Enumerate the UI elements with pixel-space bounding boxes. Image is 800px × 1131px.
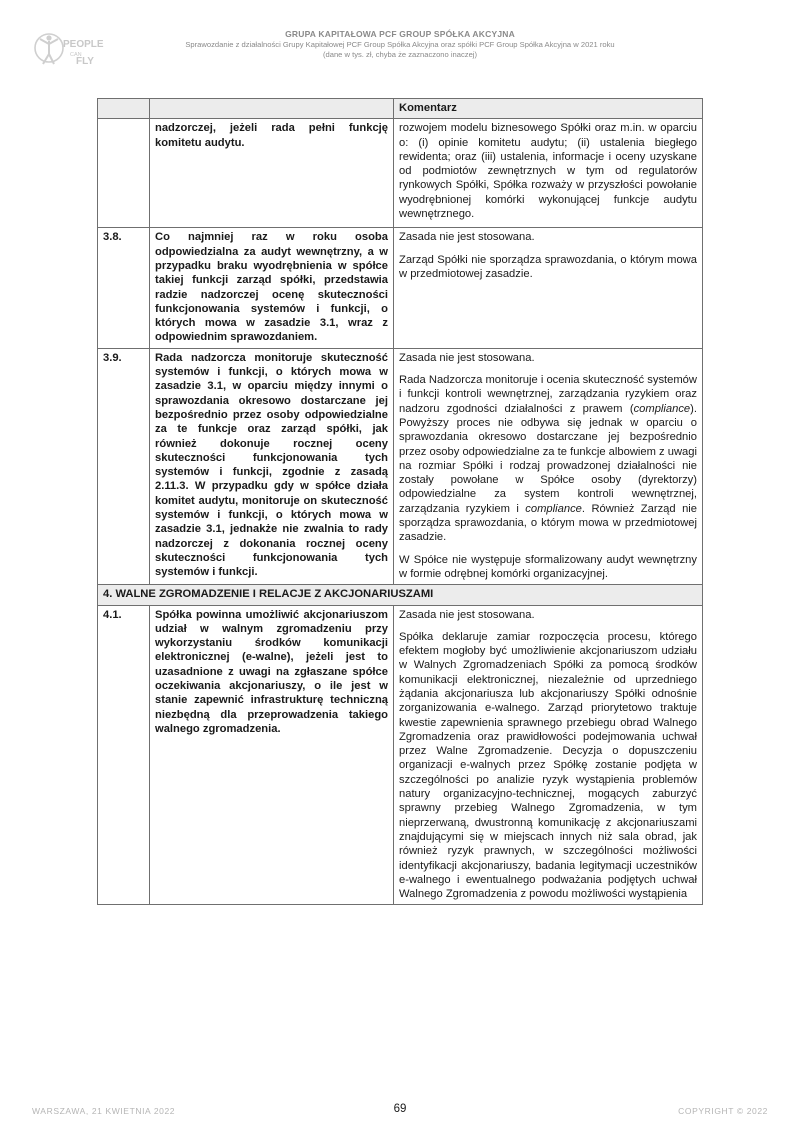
comment-paragraph bbox=[399, 373, 697, 545]
rule-text: Co najmniej raz w roku osoba odpowiedzialna za audyt wewnętrzny, a w przypadku braku wyodrębnienia w spółce takiej funkcji zarząd spółki, przedstawia radzie nadzorczej ocenę skuteczności funkcjonowania systemów i funkcji, o których mowa w zasadzie 3.1, wraz z odpowiednim sprawozdaniem. bbox=[150, 228, 394, 348]
comment-paragraph: W Spółce nie występuje sformalizowany audyt wewnętrzny w formie odrębnej komórki organizacyjnej. bbox=[399, 553, 697, 580]
company-name: GRUPA KAPITAŁOWA PCF GROUP SPÓŁKA AKCYJNA bbox=[285, 29, 515, 39]
header-cell-rule bbox=[150, 99, 394, 119]
footer-copyright: COPYRIGHT © 2022 bbox=[678, 1106, 768, 1116]
text-fragment: ). Powyższy proces nie odbywa się jednak w oparciu o sprawozdania okresowo dostarczane jej bezpośrednio przez osoby odpowiedzialne za te funkcje albowiem z uwagi na rozmiar Spółki i rodzaj prowadzonej działalności nie zostały powołane w Spółce osoby (dyrektorzy) odpowiedzialne za system kontroli wewnętrznej, zarządzania ryzykiem i bbox=[399, 402, 697, 515]
company-logo bbox=[30, 26, 104, 74]
text-fragment: Rada Nadzorcza monitoruje i ocenia skuteczność systemów i funkcji kontroli wewnętrznej, zarządzania ryzykiem oraz nadzoru zgodności działalności z prawem ( bbox=[399, 374, 697, 415]
table-header-row bbox=[98, 99, 703, 119]
svg-text:CAN: CAN bbox=[70, 52, 82, 58]
italic-term: compliance bbox=[525, 502, 582, 515]
rule-text: nadzorczej, jeżeli rada pełni funkcję komitetu audytu. bbox=[150, 119, 394, 228]
comment-paragraph: Spółka deklaruje zamiar rozpoczęcia procesu, którego efektem mogłoby być umożliwienie akcjonariuszom udziału w Walnych Zgromadzeniach Spółki za pomocą środków komunikacji elektronicznej, niezależnie od uprzedniego żądania akcjonariusza lub akcjonariuszy Spółki odnośnie zorganizowania e-walnego. Zarząd priorytetowo traktuje kwestie zapewnienia sprawnego przebiegu obrad Walnego Zgromadzenia oraz prawidłowości podejmowania uchwał przez Walne Zgromadzenie. Decyzja o dopuszczeniu organizacji e-walnych przez Spółkę zostanie podjęta w szczególności po analizie ryzyk wystąpienia problemów natury organizacyjno-technicznej, mogących zaburzyć sprawny przebieg Walnego Zgromadzenia, w tym nieprzerwaną, dwustronną komunikację z akcjonariuszami znajdującymi się w miejscach innych niż sala obrad, jak również ryzyk prawnych, w szczególności możliwości identyfikacji akcjonariuszy, badania legitymacji uczestników e-walnego i ewentualnego podważania podjętych uchwał Walnego Zgromadzenia z powodu możliwości wystąpienia bbox=[399, 630, 697, 901]
table-row bbox=[98, 119, 703, 228]
row-number: 3.8. bbox=[98, 228, 150, 348]
people-can-fly-logo-icon bbox=[30, 26, 104, 74]
rule-text: Spółka powinna umożliwić akcjonariuszom udział w walnym zgromadzeniu przy wykorzystaniu środków komunikacji elektronicznej (e-walne), jeżeli jest to uzasadnione z uwagi na zgłaszane spółce oczekiwania akcjonariuszy, o ile jest w stanie zapewnić infrastrukturę techniczną niezbędną dla przeprowadzenia takiego walnego zgromadzenia. bbox=[150, 605, 394, 905]
text-fragment: . Również Zarząd nie sporządza sprawozdania, o którym mowa w przedmiotowej zasadzie. bbox=[399, 502, 697, 544]
report-subtitle: Sprawozdanie z działalności Grupy Kapitałowej PCF Group Spółka Akcyjna oraz spółki PCF Group Spółka Akcyjna w 2021 roku bbox=[185, 40, 615, 49]
header-cell-num bbox=[98, 99, 150, 119]
table-row bbox=[98, 605, 703, 905]
status-text: Zasada nie jest stosowana. bbox=[399, 231, 535, 244]
units-note: (dane w tys. zł, chyba że zaznaczono inaczej) bbox=[322, 50, 478, 59]
table-row bbox=[98, 348, 703, 584]
comment-cell bbox=[394, 605, 703, 905]
svg-text:FLY: FLY bbox=[76, 56, 94, 67]
section-header-row bbox=[98, 585, 703, 605]
comment-cell bbox=[394, 348, 703, 584]
row-number: 3.9. bbox=[98, 348, 150, 584]
header-cell-comment: Komentarz bbox=[394, 99, 703, 119]
status-text: Zasada nie jest stosowana. bbox=[399, 608, 535, 621]
governance-table bbox=[97, 98, 703, 905]
page-number: 69 bbox=[393, 1103, 407, 1115]
rule-text: Rada nadzorcza monitoruje skuteczność systemów i funkcji, o których mowa w zasadzie 3.1, w oparciu między innymi o sprawozdania okresowo dostarczane jej bezpośrednio przez osoby odpowiedzialne za te funkcje oraz zarząd spółki, jak również dokonuje rocznej oceny skuteczności funkcjonowania tych systemów i funkcji, zgodnie z zasadą 2.11.3. W przypadku gdy w spółce działa komitet audytu, monitoruje on skuteczność systemów i funkcji, o których mowa w zasadzie 3.1, jednakże nie zwalnia to rady nadzorczej z dokonania rocznej oceny skuteczności funkcjonowania tych systemów i funkcji. bbox=[150, 348, 394, 584]
status-text: Zasada nie jest stosowana. bbox=[399, 351, 535, 364]
italic-term: compliance bbox=[633, 402, 691, 415]
footer-date: WARSZAWA, 21 KWIETNIA 2022 bbox=[32, 1106, 176, 1116]
table-row bbox=[98, 228, 703, 348]
svg-text:PEOPLE: PEOPLE bbox=[63, 39, 104, 50]
row-number bbox=[98, 119, 150, 228]
comment-cell bbox=[394, 228, 703, 348]
comment-paragraph: Zarząd Spółki nie sporządza sprawozdania, o którym mowa w przedmiotowej zasadzie. bbox=[399, 253, 697, 280]
section-title: 4. WALNE ZGROMADZENIE I RELACJE Z AKCJONARIUSZAMI bbox=[98, 585, 703, 605]
row-number: 4.1. bbox=[98, 605, 150, 905]
comment-text: rozwojem modelu biznesowego Spółki oraz m.in. w oparciu o: (i) opinie komitetu audytu; (ii) ustalenia biegłego rewidenta; oraz (iii) ustalenia, informacje i oceny uzyskane od podmiotów zewnętrznych w tym od regulatorów rynkowych Spółki, Spółka rozważy w przyszłości powołanie wyodrębnionej komórki wykonującej funkcje audytu wewnętrznego. bbox=[394, 119, 703, 228]
